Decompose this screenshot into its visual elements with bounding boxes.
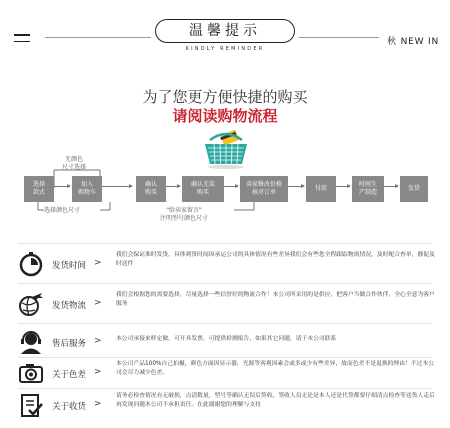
- service-label: 关于收货: [52, 402, 87, 412]
- flow-step-8: [400, 176, 428, 202]
- flow-step-label: 选择 款式: [32, 181, 45, 196]
- service-label: 关于色差: [52, 370, 87, 380]
- headline-line2: 请阅读购物流程: [172, 107, 278, 125]
- flow-step-label: 确认 购买: [144, 181, 157, 196]
- service-description: 本公司承接来样定做，可开具发票，可提供检测报告，如果其它问题，请于本公司联系: [116, 336, 337, 342]
- flow-step-7: [352, 176, 384, 202]
- flow-step-label: 确认无误 购买: [190, 181, 215, 196]
- divider: [18, 283, 432, 284]
- divider: [18, 323, 432, 324]
- title-divider-left: [45, 37, 151, 38]
- flow-arrow: [224, 186, 238, 187]
- brand-label[interactable]: 秋 NEW IN: [387, 37, 439, 47]
- service-label: 售后服务: [52, 339, 87, 349]
- flow-arrow: [54, 186, 70, 187]
- flow-step-label: 付款: [314, 185, 327, 192]
- flow-step-4: [182, 176, 224, 202]
- flow-step-label: 卖家修改价格 核对订单: [245, 181, 282, 196]
- stopwatch-icon: [18, 251, 44, 277]
- title-divider-right: [299, 37, 379, 38]
- title-badge: [155, 19, 295, 43]
- page-title: 温馨提示: [189, 23, 261, 39]
- camera-icon: [18, 360, 44, 386]
- service-description: 我们会根据您的需要选择，尽量选择一些信誉好的物流合作！本公司所采用的是供应，把客户当做合作伙伴，全心全意为客户服务: [116, 292, 435, 307]
- service-shipping-time: [18, 247, 438, 287]
- shopping-basket-icon: [200, 130, 252, 170]
- airplane-globe-icon: [18, 291, 44, 317]
- flow-step-2: [72, 176, 102, 202]
- flow-arrow: [384, 186, 398, 187]
- page-subtitle: KINDLY REMINDER: [185, 46, 265, 52]
- flow-arrow: [166, 186, 180, 187]
- service-shipping-logistics: [18, 287, 438, 327]
- flow-arrow: [336, 186, 350, 187]
- flow-step-5: [240, 176, 288, 202]
- headline-line1: 为了您更方便快捷的购买: [142, 88, 308, 106]
- chevron-right-icon: >: [94, 298, 102, 308]
- flow-note-choose-color: 选择颜色尺寸: [44, 207, 81, 214]
- service-description: 我们会保证准时发货，具体到货时间因承运公司的具体情况有些差异我们会有些您全程跟踪物流情况，及时配合查单，催促及时送件: [116, 252, 435, 267]
- flow-arrow: [288, 186, 304, 187]
- chevron-right-icon: >: [94, 367, 102, 377]
- service-description: 请务必检查情况有无破损，点清数量，型号等确认无误后签收。签收人员无论是本人还是代签都要仔细清点检查等送货人走后再发现问题本公司不承担责任。在此谢谢您的理解与支持: [116, 393, 435, 408]
- flow-step-6: [306, 176, 336, 202]
- service-description: 本公司产品100%自己拍摄，颜色方面因显示器，光源等客观因素会或多或少有些差异，故而色差不是退换的理由！不过本公司会尽力减少色差。: [116, 361, 435, 376]
- service-receiving: [18, 388, 438, 428]
- flow-step-label: 加入 购物车: [77, 181, 96, 196]
- flow-step-label: 发货: [407, 185, 420, 192]
- headset-agent-icon: [18, 329, 44, 355]
- flow-arrow: [102, 186, 132, 187]
- chevron-right-icon: >: [94, 399, 102, 409]
- flow-step-3: [136, 176, 166, 202]
- flow-note-message: "给卖家留言" 注明型号颜色尺寸: [160, 207, 209, 222]
- chevron-right-icon: >: [94, 336, 102, 346]
- divider: [18, 243, 432, 244]
- flow-step-label: 时间生 产制造: [358, 181, 377, 196]
- checklist-icon: [18, 392, 44, 418]
- flow-step-1: [24, 176, 54, 202]
- flow-note-text: 无颜色 尺寸选择: [62, 156, 87, 171]
- chevron-right-icon: >: [94, 258, 102, 268]
- service-label: 发货物流: [52, 301, 87, 311]
- menu-icon[interactable]: [14, 34, 30, 43]
- service-label: 发货时间: [52, 261, 87, 271]
